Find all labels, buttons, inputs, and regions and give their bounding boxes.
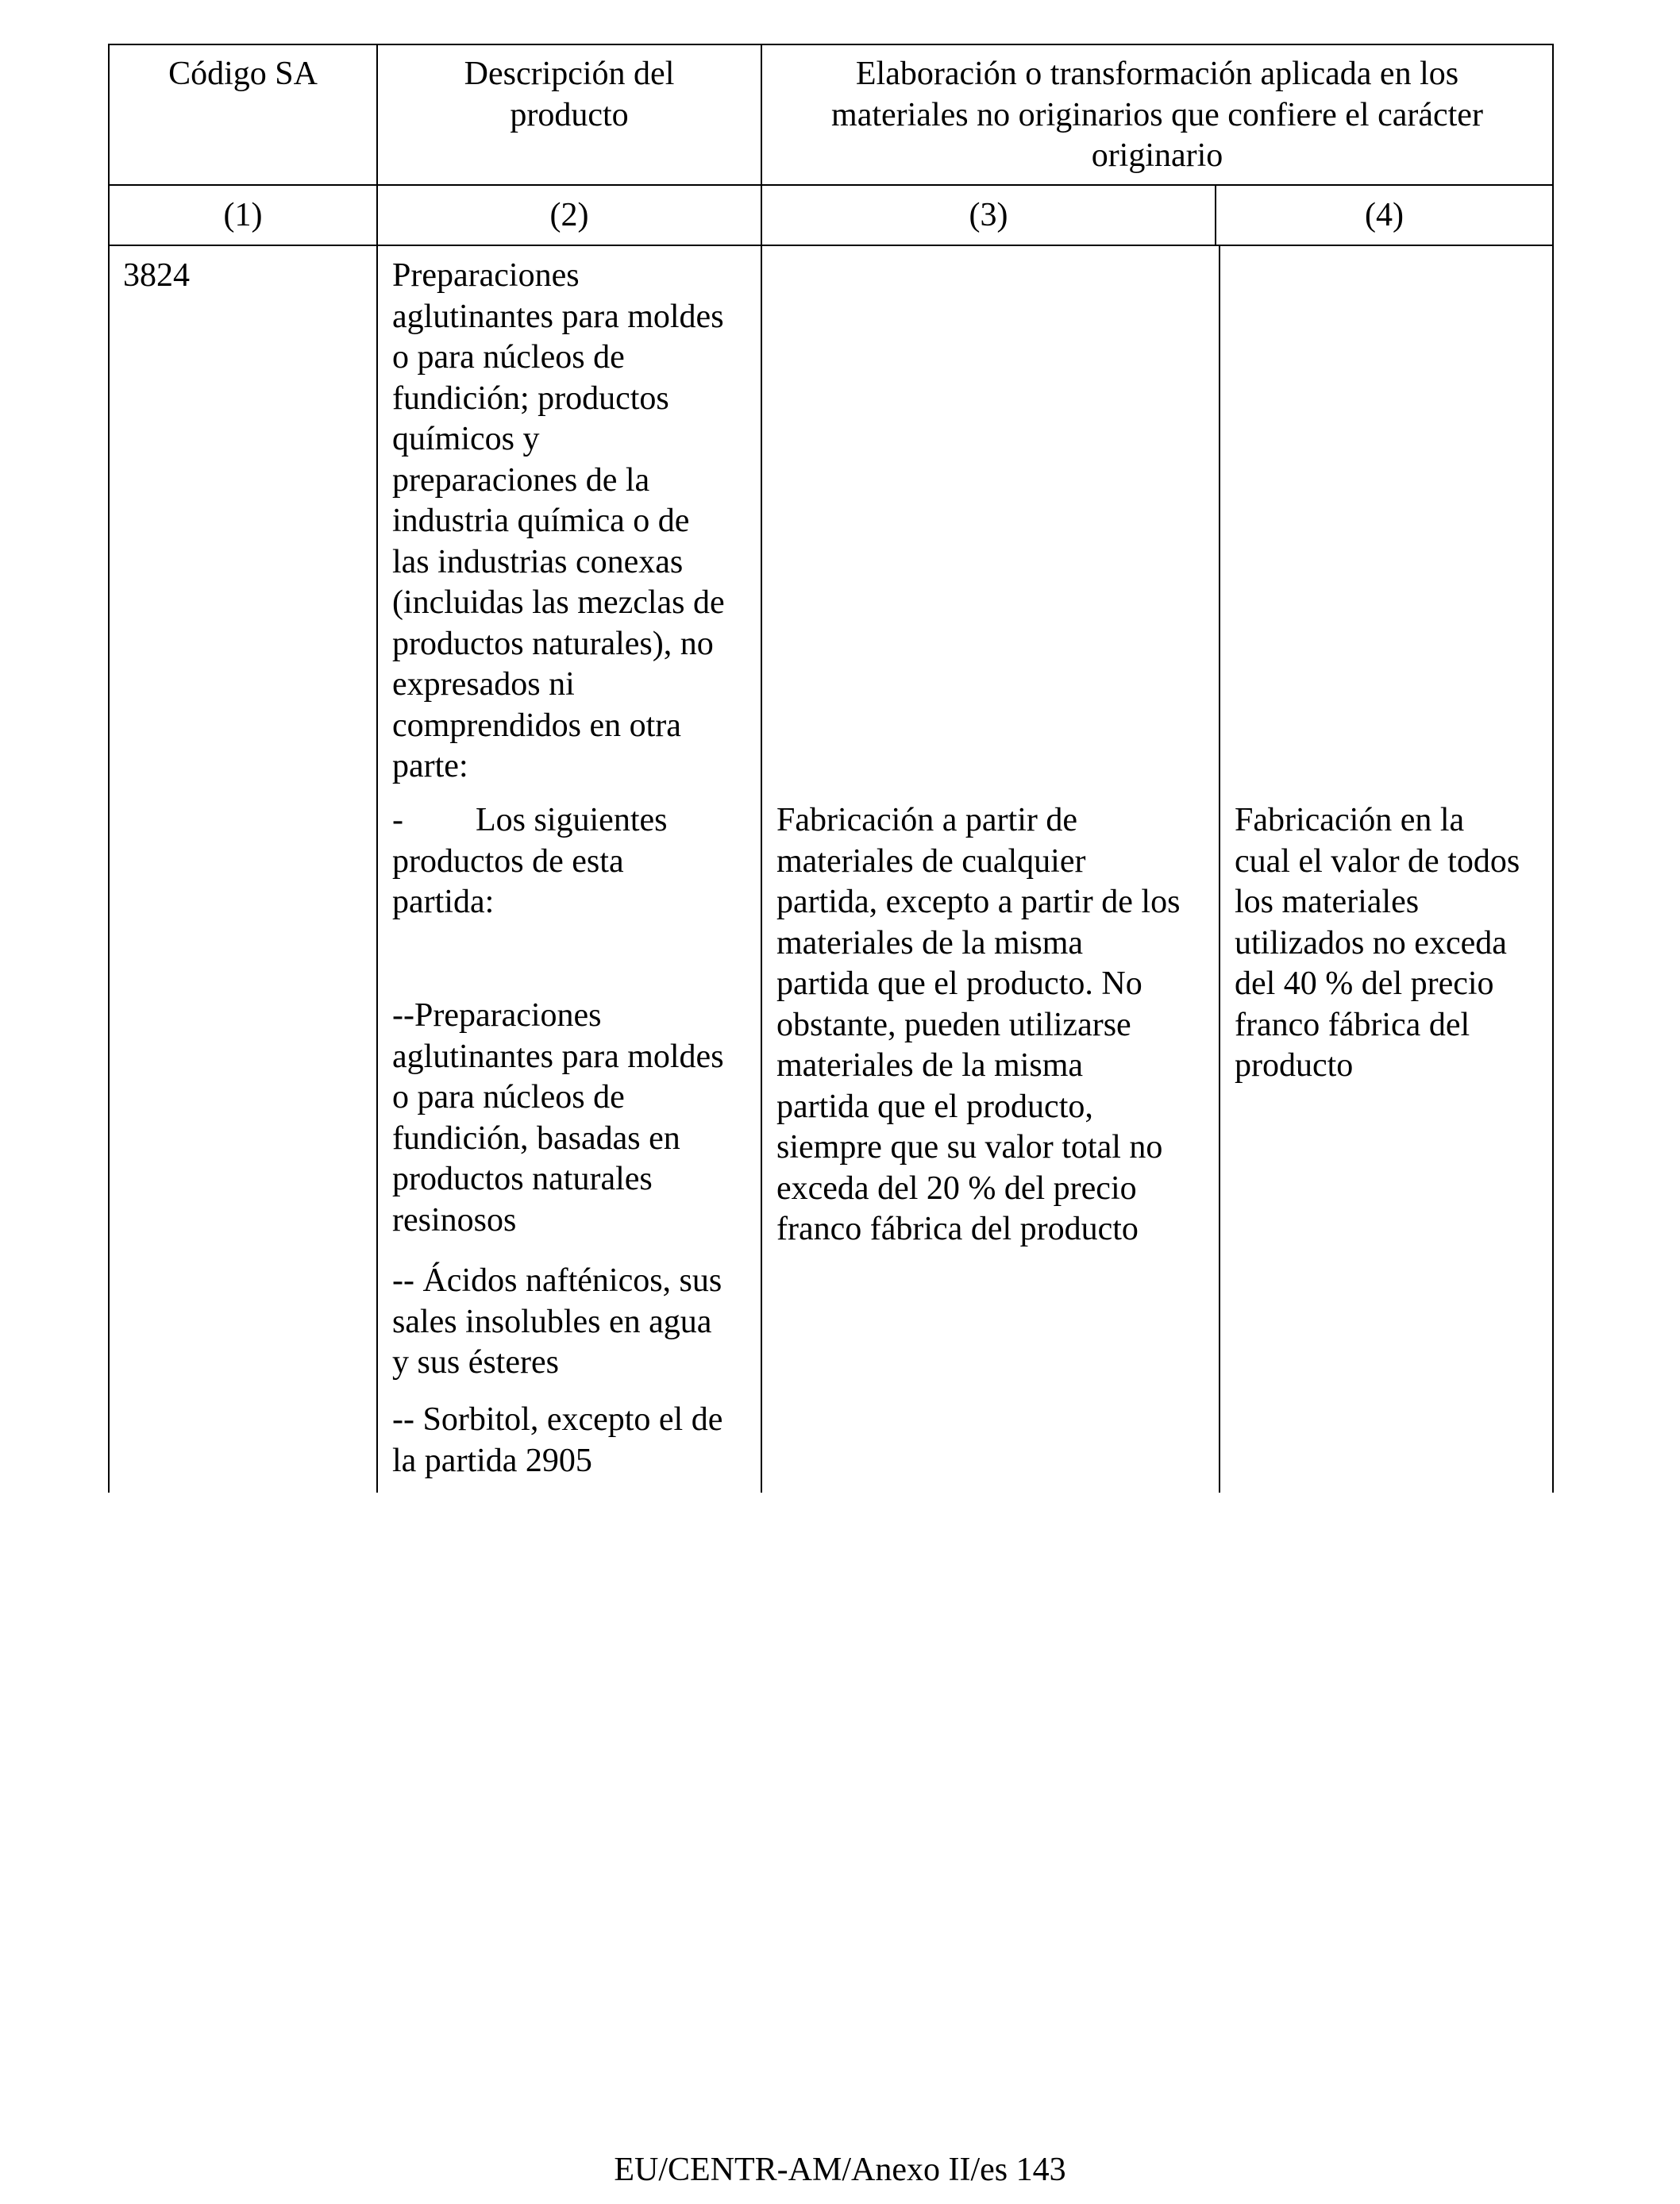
col2-col3-border — [761, 44, 762, 1493]
table-left-border — [108, 44, 110, 1493]
header-code-sa: Código SA — [168, 56, 318, 92]
column-number-3: (3) — [969, 197, 1008, 233]
header-bottom-border — [108, 184, 1554, 186]
col3-col4-border — [1219, 245, 1220, 1493]
processing-rule-col4: Fabricación en la cual el valor de todos los materiales utilizados no exceda del 40 % del precio franco fábrica del producto — [1235, 802, 1520, 1084]
column-number-4: (4) — [1365, 197, 1404, 233]
page-footer: EU/CENTR-AM/Anexo II/es 143 — [614, 2152, 1066, 2188]
description-item-sorbitol: -- Sorbitol, excepto el de la partida 2905 — [392, 1401, 723, 1479]
hs-code: 3824 — [123, 257, 190, 294]
description-item-resinous: --Preparaciones aglutinantes para moldes o para núcleos de fundición, basadas en productos naturales resinosos — [392, 997, 724, 1239]
col1-col2-border — [376, 44, 378, 1493]
item-dash: - — [392, 802, 403, 838]
header-processing: Elaboración o transformación aplicada en los materiales no originarios que confiere el carácter originario — [831, 56, 1483, 174]
table-top-border — [108, 44, 1554, 45]
item-intro-text: Los siguientes productos de esta partida: — [392, 802, 668, 920]
header-description: Descripción del producto — [464, 56, 675, 133]
numbers-bottom-border — [108, 245, 1554, 246]
column-number-2: (2) — [549, 197, 589, 233]
column-number-1: (1) — [223, 197, 263, 233]
processing-rule-col3: Fabricación a partir de materiales de cualquier partida, excepto a partir de los materiales de la misma partida que el producto. No obstante, pueden utilizarse materiales de la misma partida que el producto, siempre que su valor total no exceda del 20 % del precio franco fábrica del producto — [776, 802, 1181, 1247]
table-right-border — [1552, 44, 1554, 1493]
description-item-intro — [392, 800, 757, 923]
description-item-naphthenic: -- Ácidos nafténicos, sus sales insolubles en agua y sus ésteres — [392, 1262, 722, 1381]
product-description: Preparaciones aglutinantes para moldes o para núcleos de fundición; productos químicos y preparaciones de la industria química o de las industrias conexas (incluidas las mezclas de productos naturales), no expresados ni comprendidos en otra parte: — [392, 257, 725, 784]
